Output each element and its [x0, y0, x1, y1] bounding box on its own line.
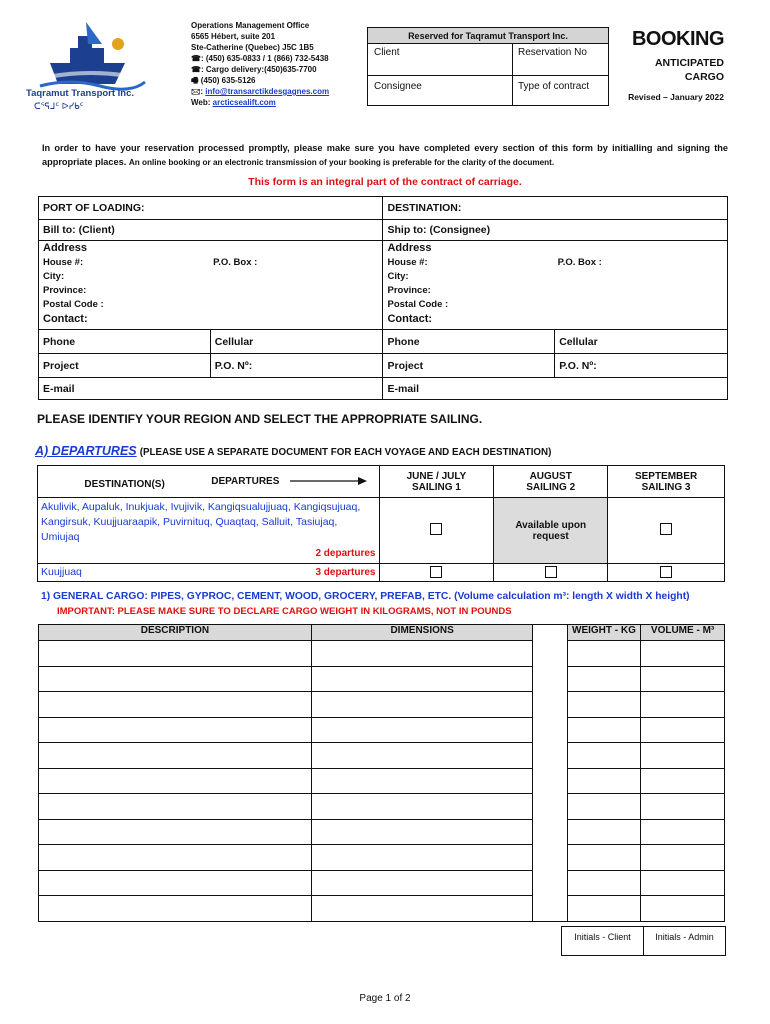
logo-name: Taqramut Transport Inc.	[26, 88, 135, 99]
volume-cell[interactable]	[641, 819, 725, 845]
volume-cell[interactable]	[641, 717, 725, 743]
po-number-field[interactable]: P.O. Nº:	[555, 354, 728, 378]
sailing-3-period: SEPTEMBER	[634, 470, 698, 482]
office-line: ☎: (450) 635-0833 / 1 (866) 732-5438	[191, 54, 329, 63]
house-label: House #:	[387, 257, 428, 268]
page-subtitle	[620, 56, 724, 84]
cargo-row	[39, 743, 725, 769]
dimensions-cell[interactable]	[311, 666, 533, 692]
client-info-table	[38, 196, 728, 400]
description-cell[interactable]	[39, 717, 312, 743]
dimensions-cell[interactable]	[311, 819, 533, 845]
cargo-row	[39, 896, 725, 922]
initials-table	[561, 926, 726, 956]
description-header: DESCRIPTION	[39, 625, 312, 641]
dimensions-cell[interactable]	[311, 896, 533, 922]
cargo-row	[39, 794, 725, 820]
description-cell[interactable]	[39, 641, 312, 667]
dimensions-cell[interactable]	[311, 641, 533, 667]
description-cell[interactable]	[39, 845, 312, 871]
sailing-2-checkbox[interactable]	[545, 566, 557, 578]
company-logo	[26, 18, 180, 113]
volume-header: VOLUME - M³	[641, 625, 725, 641]
departures-header-label: DEPARTURES	[211, 476, 280, 487]
cellular-field[interactable]: Cellular	[210, 330, 383, 354]
postal-code-field: Postal Code :	[43, 299, 104, 310]
weight-header: WEIGHT - KG	[567, 625, 640, 641]
ship-to-address[interactable]	[383, 241, 728, 330]
description-cell[interactable]	[39, 768, 312, 794]
client-field[interactable]: Client	[374, 47, 400, 58]
weight-cell[interactable]	[567, 794, 640, 820]
office-line: Ste-Catherine (Quebec) J5C 1B5	[191, 43, 314, 52]
departures-note: (PLEASE USE A SEPARATE DOCUMENT FOR EACH VOYAGE AND EACH DESTINATION)	[139, 447, 552, 458]
sailing-1-checkbox[interactable]	[430, 523, 442, 535]
revision-date: Revised – January 2022	[628, 92, 724, 102]
contract-type-field[interactable]: Type of contract	[518, 81, 590, 92]
departure-count: 2 departures	[315, 548, 376, 559]
cargo-row	[39, 870, 725, 896]
address-label: Address	[43, 242, 88, 254]
weight-cell[interactable]	[567, 845, 640, 871]
dimensions-cell[interactable]	[311, 794, 533, 820]
bill-to-address[interactable]	[39, 241, 383, 330]
email-field[interactable]: E-mail	[383, 378, 728, 400]
province-field: Province:	[387, 285, 431, 296]
phone-field[interactable]: Phone	[39, 330, 211, 354]
weight-cell[interactable]	[567, 768, 640, 794]
dimensions-cell[interactable]	[311, 870, 533, 896]
initials-client-field[interactable]: Initials - Client	[562, 927, 644, 956]
house-field	[387, 256, 723, 270]
dimensions-cell[interactable]	[311, 743, 533, 769]
dimensions-cell[interactable]	[311, 845, 533, 871]
volume-cell[interactable]	[641, 692, 725, 718]
sailing-2-label: SAILING 2	[526, 481, 576, 493]
cargo-table	[38, 624, 725, 922]
weight-cell[interactable]	[567, 819, 640, 845]
sailing-3-checkbox[interactable]	[660, 523, 672, 535]
cargo-row	[39, 666, 725, 692]
weight-cell[interactable]	[567, 641, 640, 667]
page-number: Page 1 of 2	[359, 993, 411, 1004]
cargo-row	[39, 692, 725, 718]
weight-cell[interactable]	[567, 743, 640, 769]
sailing-3-cell[interactable]	[608, 564, 725, 582]
description-cell[interactable]	[39, 870, 312, 896]
volume-cell[interactable]	[641, 870, 725, 896]
destination-row-group-1	[38, 498, 380, 564]
intro-small: An online booking or an electronic transmission of your booking is preferable for the clarity of the document.	[128, 158, 555, 167]
contact-field: Contact:	[43, 313, 88, 325]
bill-to-field[interactable]: Bill to: (Client)	[39, 220, 383, 241]
po-box-label: P.O. Box :	[213, 257, 258, 268]
office-line: 6565 Hébert, suite 201	[191, 32, 276, 41]
address-label: Address	[387, 242, 432, 254]
cellular-field[interactable]: Cellular	[555, 330, 728, 354]
description-cell[interactable]	[39, 794, 312, 820]
phone-field[interactable]: Phone	[383, 330, 555, 354]
sailing-1-period: JUNE / JULY	[406, 470, 467, 482]
office-line: Operations Management Office	[191, 21, 310, 30]
sailing-2-unavailable	[494, 498, 608, 564]
destinations-header: DESTINATION(S)	[38, 466, 212, 498]
description-cell[interactable]	[39, 743, 312, 769]
dimensions-cell[interactable]	[311, 768, 533, 794]
departure-count: 3 departures	[315, 567, 376, 578]
sailing-2-cell[interactable]	[494, 564, 608, 582]
volume-cell[interactable]	[641, 666, 725, 692]
sailing-3-label: SAILING 3	[641, 481, 691, 493]
web-link[interactable]: arcticsealift.com	[212, 98, 276, 107]
email-link[interactable]: info@transarctikdesgagnes.com	[205, 87, 330, 96]
weight-cell[interactable]	[567, 870, 640, 896]
office-line: ☎: Cargo delivery:(450)635-7700	[191, 65, 317, 74]
description-cell[interactable]	[39, 819, 312, 845]
destination-field[interactable]: DESTINATION:	[383, 197, 728, 220]
house-field	[43, 256, 378, 270]
description-cell[interactable]	[39, 666, 312, 692]
available-text: Available upon	[515, 519, 587, 531]
destination-name: Kuujjuaq	[41, 566, 82, 578]
cargo-row	[39, 819, 725, 845]
region-heading: PLEASE IDENTIFY YOUR REGION AND SELECT THE APPROPRIATE SAILING.	[37, 412, 483, 426]
page-title: BOOKING	[631, 28, 724, 50]
office-line: 🖷 (450) 635-5126	[191, 76, 256, 85]
departures-header	[211, 466, 379, 498]
city-field: City:	[387, 271, 409, 282]
reservation-no-field[interactable]: Reservation No	[518, 47, 587, 58]
general-cargo-heading: 1) GENERAL CARGO: PIPES, GYPROC, CEMENT, WOOD, GROCERY, PREFAB, ETC. (Volume calculation m³: length X width X height)	[41, 591, 690, 602]
volume-cell[interactable]	[641, 768, 725, 794]
description-cell[interactable]	[39, 896, 312, 922]
volume-cell[interactable]	[641, 743, 725, 769]
departures-heading	[35, 444, 551, 458]
project-field[interactable]: Project	[383, 354, 555, 378]
cargo-row	[39, 845, 725, 871]
available-text-2: request	[532, 530, 569, 542]
cargo-row	[39, 641, 725, 667]
weight-cell[interactable]	[567, 896, 640, 922]
volume-cell[interactable]	[641, 794, 725, 820]
initials-admin-field[interactable]: Initials - Admin	[644, 927, 726, 956]
description-cell[interactable]	[39, 692, 312, 718]
dimensions-cell[interactable]	[311, 692, 533, 718]
important-notice: IMPORTANT: PLEASE MAKE SURE TO DECLARE CARGO WEIGHT IN KILOGRAMS, NOT IN POUNDS	[57, 606, 512, 617]
sailing-3-cell[interactable]	[608, 498, 725, 564]
sailings-table	[37, 465, 725, 582]
weight-cell[interactable]	[567, 666, 640, 692]
sailing-1-cell[interactable]	[379, 564, 494, 582]
house-label: House #:	[43, 257, 84, 268]
sailing-1-header	[379, 466, 494, 498]
dimensions-header: DIMENSIONS	[311, 625, 533, 641]
web-label: Web:	[191, 98, 211, 107]
consignee-field[interactable]: Consignee	[374, 81, 422, 92]
destinations-list: Akulivik, Aupaluk, Inukjuak, Ivujivik, Kangiqsualujjuaq, Kangiqsujuaq, Kangirsuk, Kuujjuaraapik, Puvirnituq, Quaqtaq, Salluit, Tasiujaq, Umiujaq	[41, 501, 361, 543]
weight-cell[interactable]	[567, 692, 640, 718]
subtitle-line-1: ANTICIPATED	[654, 57, 724, 69]
ship-to-field[interactable]: Ship to: (Consignee)	[383, 220, 728, 241]
volume-cell[interactable]	[641, 641, 725, 667]
volume-cell[interactable]	[641, 896, 725, 922]
reserved-title: Reserved for Taqramut Transport Inc.	[368, 28, 608, 44]
po-number-field[interactable]: P.O. Nº:	[210, 354, 383, 378]
intro-text	[42, 141, 728, 170]
project-field[interactable]: Project	[39, 354, 211, 378]
sailing-1-checkbox[interactable]	[430, 566, 442, 578]
sailing-3-header	[608, 466, 725, 498]
volume-cell[interactable]	[641, 845, 725, 871]
postal-code-field: Postal Code :	[387, 299, 449, 310]
sailing-1-label: SAILING 1	[411, 481, 461, 493]
contact-field: Contact:	[387, 313, 433, 325]
departures-label: A) DEPARTURES	[35, 444, 137, 458]
destination-row-kuujjuaq	[38, 564, 380, 582]
reserved-box	[367, 27, 609, 106]
intro-main: In order to have your reservation processed promptly, please make sure you have completed every section of this form by initialling and signing the appropriate places.	[42, 143, 728, 167]
sailing-1-cell[interactable]	[379, 498, 494, 564]
arrow-right-icon	[290, 476, 368, 486]
dimensions-cell[interactable]	[311, 717, 533, 743]
logo-syllabics: ᑕᕐᕋᒧᑦ ᐅᓯᑲᑦ	[34, 101, 84, 111]
subtitle-line-2: CARGO	[684, 71, 724, 83]
port-of-loading-field[interactable]: PORT OF LOADING:	[39, 197, 383, 220]
province-field: Province:	[43, 285, 87, 296]
weight-cell[interactable]	[567, 717, 640, 743]
sailing-3-checkbox[interactable]	[660, 566, 672, 578]
email-icon: 🖂:	[191, 87, 204, 96]
email-field[interactable]: E-mail	[39, 378, 383, 400]
sailing-2-header	[494, 466, 608, 498]
office-address	[191, 20, 366, 108]
contract-notice: This form is an integral part of the contract of carriage.	[248, 176, 522, 188]
cargo-row	[39, 768, 725, 794]
sailing-2-period: AUGUST	[529, 470, 572, 482]
city-field: City:	[43, 271, 65, 282]
cargo-row	[39, 717, 725, 743]
po-box-label: P.O. Box :	[557, 257, 602, 268]
